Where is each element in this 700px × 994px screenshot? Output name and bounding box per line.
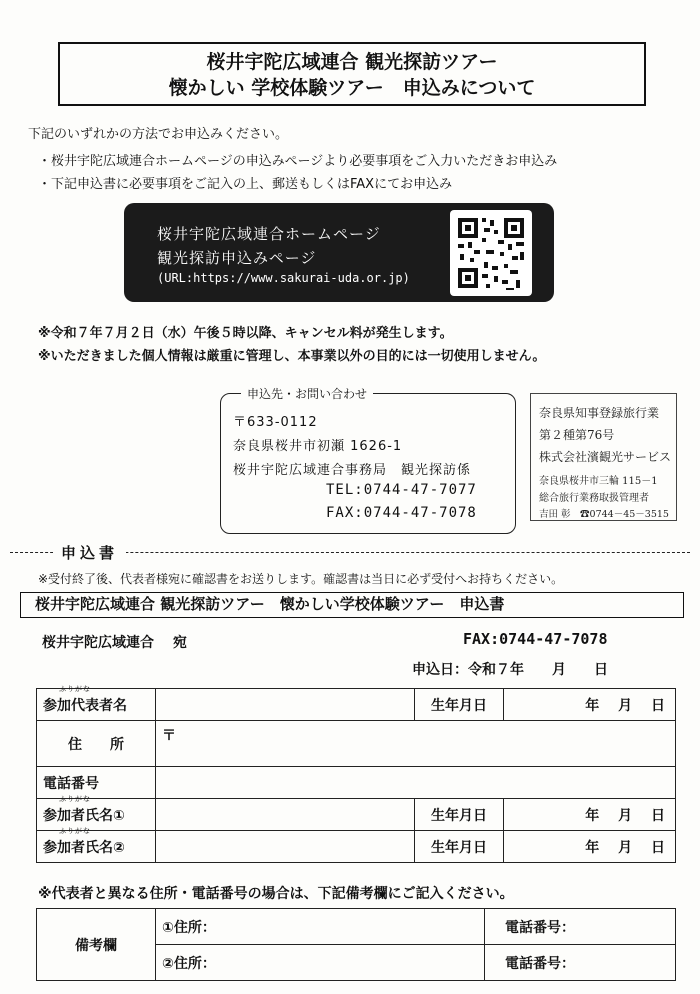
- address-label: 住 所: [37, 721, 156, 767]
- agency-registration: 奈良県知事登録旅行業: [539, 406, 660, 420]
- participant2-birth-label: 生年月日: [415, 831, 504, 863]
- privacy-note: ※いただきました個人情報は厳重に管理し、本事業以外の目的には一切使用しません。: [38, 349, 546, 364]
- participant2-input[interactable]: [156, 831, 415, 863]
- remark-note: ※代表者と異なる住所・電話番号の場合は、下記備考欄にご記入ください。: [38, 886, 514, 902]
- table-row: [37, 721, 676, 767]
- addressee: 桜井宇陀広域連合 宛: [42, 635, 187, 651]
- postal-mark: 〒: [162, 728, 176, 744]
- participant1-birth-label: 生年月日: [415, 799, 504, 831]
- agency-number: 第２種第76号: [539, 428, 615, 442]
- address-input[interactable]: [156, 721, 676, 767]
- remarks-label: 備考欄: [37, 909, 156, 981]
- rep-name-label: ふりがな 参加代表者名: [37, 689, 156, 721]
- furigana-label: ふりがな: [59, 826, 91, 835]
- contact-tel: TEL:0744-47-7077: [326, 482, 477, 498]
- title-box: [58, 42, 646, 106]
- agency-address: 奈良県桜井市三輪 115－1: [539, 476, 658, 487]
- table-row: [37, 831, 676, 863]
- remarks-address1[interactable]: ①住所：: [156, 909, 485, 945]
- apply-date: 申込日：令和７年 月 日: [412, 662, 608, 678]
- homepage-line2: 観光探訪申込みページ: [157, 249, 317, 267]
- table-row: [37, 799, 676, 831]
- remarks-table: [36, 908, 676, 981]
- application-table: [36, 684, 676, 863]
- remarks-phone1[interactable]: 電話番号：: [485, 909, 676, 945]
- participant1-input[interactable]: [156, 799, 415, 831]
- participant1-label: ふりがな 参加者氏名①: [37, 799, 156, 831]
- cancel-note: ※令和７年７月２日（水）午後５時以降、キャンセル料が発生します。: [38, 326, 453, 341]
- table-row: [37, 689, 676, 721]
- furigana-label: ふりがな: [59, 794, 91, 803]
- rep-birth-input[interactable]: 年 月 日: [504, 689, 676, 721]
- agency-company: 株式会社濱観光サービス: [539, 450, 672, 464]
- table-row: [37, 909, 676, 945]
- form-notice: ※受付終了後、代表者様宛に確認書をお送りします。確認書は当日に必ず受付へお持ちください。: [38, 572, 564, 586]
- participant2-label: ふりがな 参加者氏名②: [37, 831, 156, 863]
- agency-manager-title: 総合旅行業務取扱管理者: [539, 493, 649, 504]
- homepage-box[interactable]: [124, 203, 554, 302]
- contact-box: [220, 387, 516, 534]
- agency-box: [530, 393, 677, 521]
- form-section-label: 申込書: [53, 542, 126, 563]
- participant1-birth-input[interactable]: 年 月 日: [504, 799, 676, 831]
- furigana-label: ふりがな: [59, 684, 91, 693]
- form-fax: FAX:0744-47-7078: [463, 630, 608, 648]
- contact-address: 奈良県桜井市初瀬 1626-1: [233, 439, 403, 454]
- phone-label: 電話番号: [37, 767, 156, 799]
- phone-input[interactable]: [156, 767, 676, 799]
- intro-lead: 下記のいずれかの方法でお申込みください。: [28, 127, 289, 142]
- table-row: [37, 767, 676, 799]
- remarks-address2[interactable]: ②住所：: [156, 945, 485, 981]
- contact-postal: 〒633-0112: [233, 415, 318, 430]
- agency-manager: 吉田 彰 ☎0744－45－3515: [539, 509, 669, 520]
- title-line-2: 懐かしい 学校体験ツアー 申込みについて: [168, 77, 536, 99]
- homepage-line1: 桜井宇陀広域連合ホームページ: [157, 225, 381, 243]
- contact-fax: FAX:0744-47-7078: [326, 505, 477, 521]
- participant2-birth-input[interactable]: 年 月 日: [504, 831, 676, 863]
- remarks-phone2[interactable]: 電話番号：: [485, 945, 676, 981]
- contact-label: 申込先・お問い合わせ: [241, 385, 373, 402]
- rep-birth-label: 生年月日: [415, 689, 504, 721]
- rep-name-input[interactable]: [156, 689, 415, 721]
- form-title: 桜井宇陀広域連合 観光探訪ツアー 懐かしい学校体験ツアー 申込書: [20, 592, 684, 618]
- contact-office: 桜井宇陀広域連合事務局 観光探訪係: [233, 463, 472, 478]
- bullet-mail-fax: ・下記申込書に必要事項をご記入の上、郵送もしくはFAXにてお申込み: [38, 177, 453, 192]
- title-line-1: 桜井宇陀広域連合 観光探訪ツアー: [206, 51, 498, 73]
- homepage-url[interactable]: (URL:https://www.sakurai-uda.or.jp): [157, 271, 410, 285]
- qr-code-icon[interactable]: [450, 210, 532, 296]
- bullet-homepage: ・桜井宇陀広域連合ホームページの申込みページより必要事項をご入力いただきお申込み: [38, 154, 558, 169]
